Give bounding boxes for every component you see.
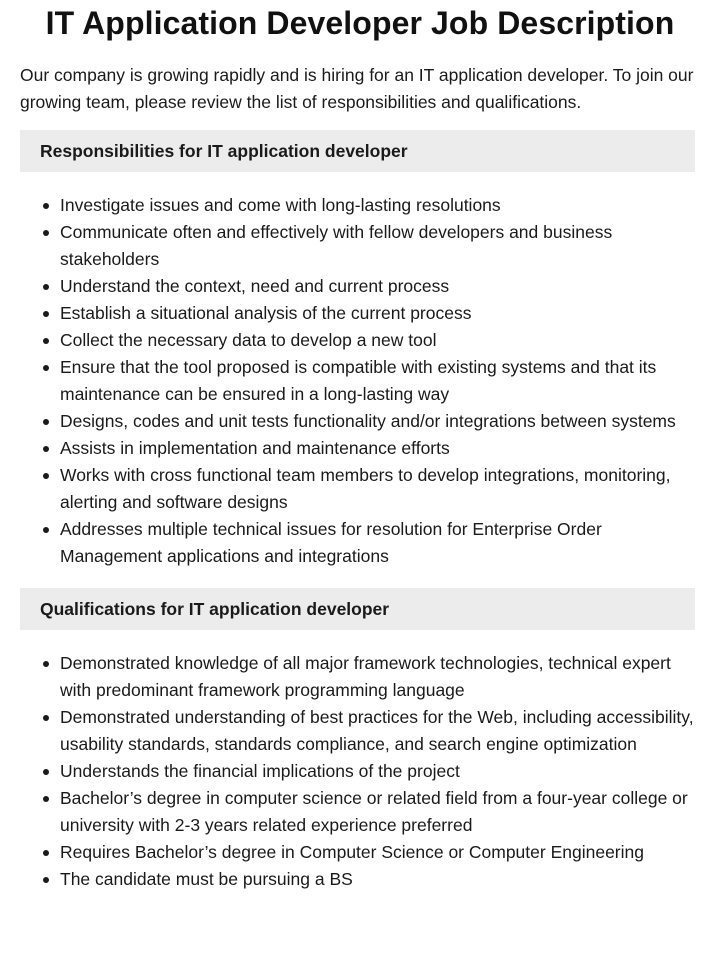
list-item: Investigate issues and come with long-lasting resolutions xyxy=(60,192,700,219)
list-item: Demonstrated understanding of best practices for the Web, including accessibility, usability standards, standards compliance, and search engine optimization xyxy=(60,704,700,758)
list-item: Assists in implementation and maintenance efforts xyxy=(60,435,700,462)
list-item: Communicate often and effectively with fellow developers and business stakeholders xyxy=(60,219,700,273)
list-item: Requires Bachelor’s degree in Computer Science or Computer Engineering xyxy=(60,839,700,866)
list-item: Designs, codes and unit tests functionality and/or integrations between systems xyxy=(60,408,700,435)
list-item: Bachelor’s degree in computer science or related field from a four-year college or university with 2-3 years related experience preferred xyxy=(60,785,700,839)
list-item: Understands the financial implications of the project xyxy=(60,758,700,785)
intro-paragraph: Our company is growing rapidly and is hiring for an IT application developer. To join our growing team, please review the list of responsibilities and qualifications. xyxy=(20,65,694,112)
list-item: Collect the necessary data to develop a new tool xyxy=(60,327,700,354)
qualifications-heading: Qualifications for IT application developer xyxy=(20,588,695,630)
list-item: Works with cross functional team members to develop integrations, monitoring, alerting and software designs xyxy=(60,462,700,516)
list-item: Demonstrated knowledge of all major framework technologies, technical expert with predominant framework programming language xyxy=(60,650,700,704)
list-item: Understand the context, need and current process xyxy=(60,273,700,300)
responsibilities-list xyxy=(20,192,700,570)
qualifications-list xyxy=(20,650,700,893)
list-item: Ensure that the tool proposed is compatible with existing systems and that its maintenance can be ensured in a long-lasting way xyxy=(60,354,700,408)
responsibilities-heading: Responsibilities for IT application developer xyxy=(20,130,695,172)
list-item: Establish a situational analysis of the current process xyxy=(60,300,700,327)
page-title: IT Application Developer Job Description xyxy=(45,5,675,41)
list-item: Addresses multiple technical issues for resolution for Enterprise Order Management applications and integrations xyxy=(60,516,700,570)
list-item: The candidate must be pursuing a BS xyxy=(60,866,700,893)
